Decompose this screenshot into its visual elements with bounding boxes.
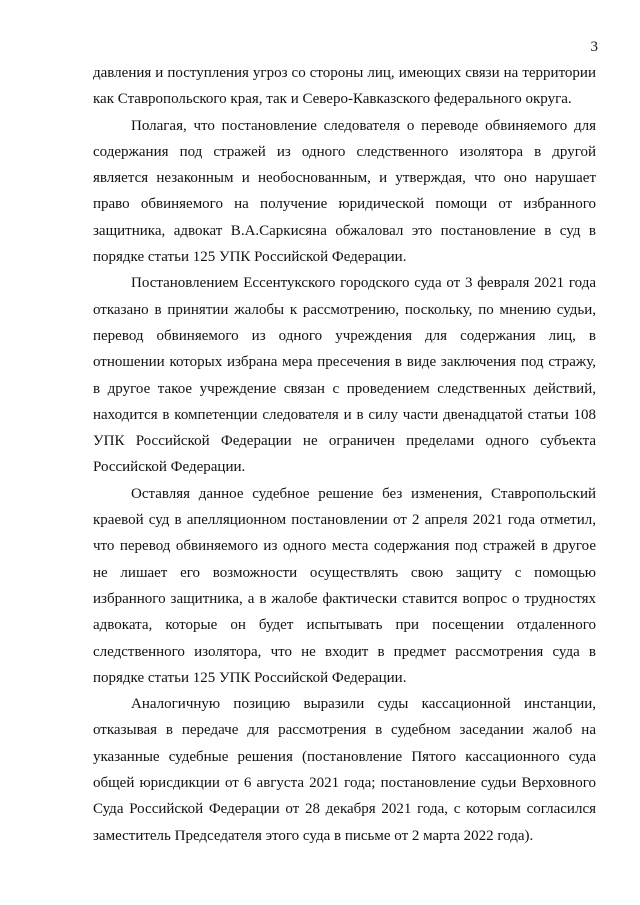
document-body xyxy=(93,60,596,849)
paragraph-stavropol-appeal: Оставляя данное судебное решение без изменения, Ставропольский краевой суд в апелляционном постановлении от 2 апреля 2021 года отметил, что перевод обвиняемого из одного места содержания под стражей в другое не лишает его возможности осуществлять свою защиту с помощью избранного защитника, а в жалобе фактически ставится вопрос о трудностях адвоката, которые он будет испытывать при посещении отдаленного следственного изолятора, что не входит в предмет рассмотрения суда в порядке статьи 125 УПК Российской Федерации. xyxy=(93,485,596,686)
paragraph-appeal-by-lawyer: Полагая, что постановление следователя о переводе обвиняемого для содержания под стражей из одного следственного изолятора в другой является незаконным и необоснованным, и утверждая, что оно нарушает право обвиняемого на получение юридической помощи от избранного защитника, адвокат В.А.Саркисяна обжаловал это постановление в суд в порядке статьи 125 УПК Российской Федерации. xyxy=(93,117,596,266)
paragraph-cassation-courts: Аналогичную позицию выразили суды кассационной инстанции, отказывая в передаче для рассмотрения в судебном заседании жалоб на указанные судебные решения (постановление Пятого кассационного суда общей юрисдикции от 6 августа 2021 года; постановление судьи Верховного Суда Российской Федерации от 28 декабря 2021 года, с которым согласился заместитель Председателя этого суда в письме от 2 марта 2022 года). xyxy=(93,696,596,844)
paragraph-continuation: давления и поступления угроз со стороны лиц, имеющих связи на территории как Ставропольского края, так и Северо-Кавказского федерального округа. xyxy=(93,65,596,108)
page-number: 3 xyxy=(590,39,598,55)
paragraph-essentuki-court-ruling: Постановлением Ессентукского городского суда от 3 февраля 2021 года отказано в принятии жалобы к рассмотрению, поскольку, по мнению судьи, перевод обвиняемого из одного учреждения для содержания лиц, в отношении которых избрана мера пресечения в виде заключения под стражу, в другое такое учреждение связан с проведением следственных действий, находится в компетенции следователя и в силу части двенадцатой статьи 108 УПК Российской Федерации не ограничен пределами одного субъекта Российской Федерации. xyxy=(93,275,596,476)
